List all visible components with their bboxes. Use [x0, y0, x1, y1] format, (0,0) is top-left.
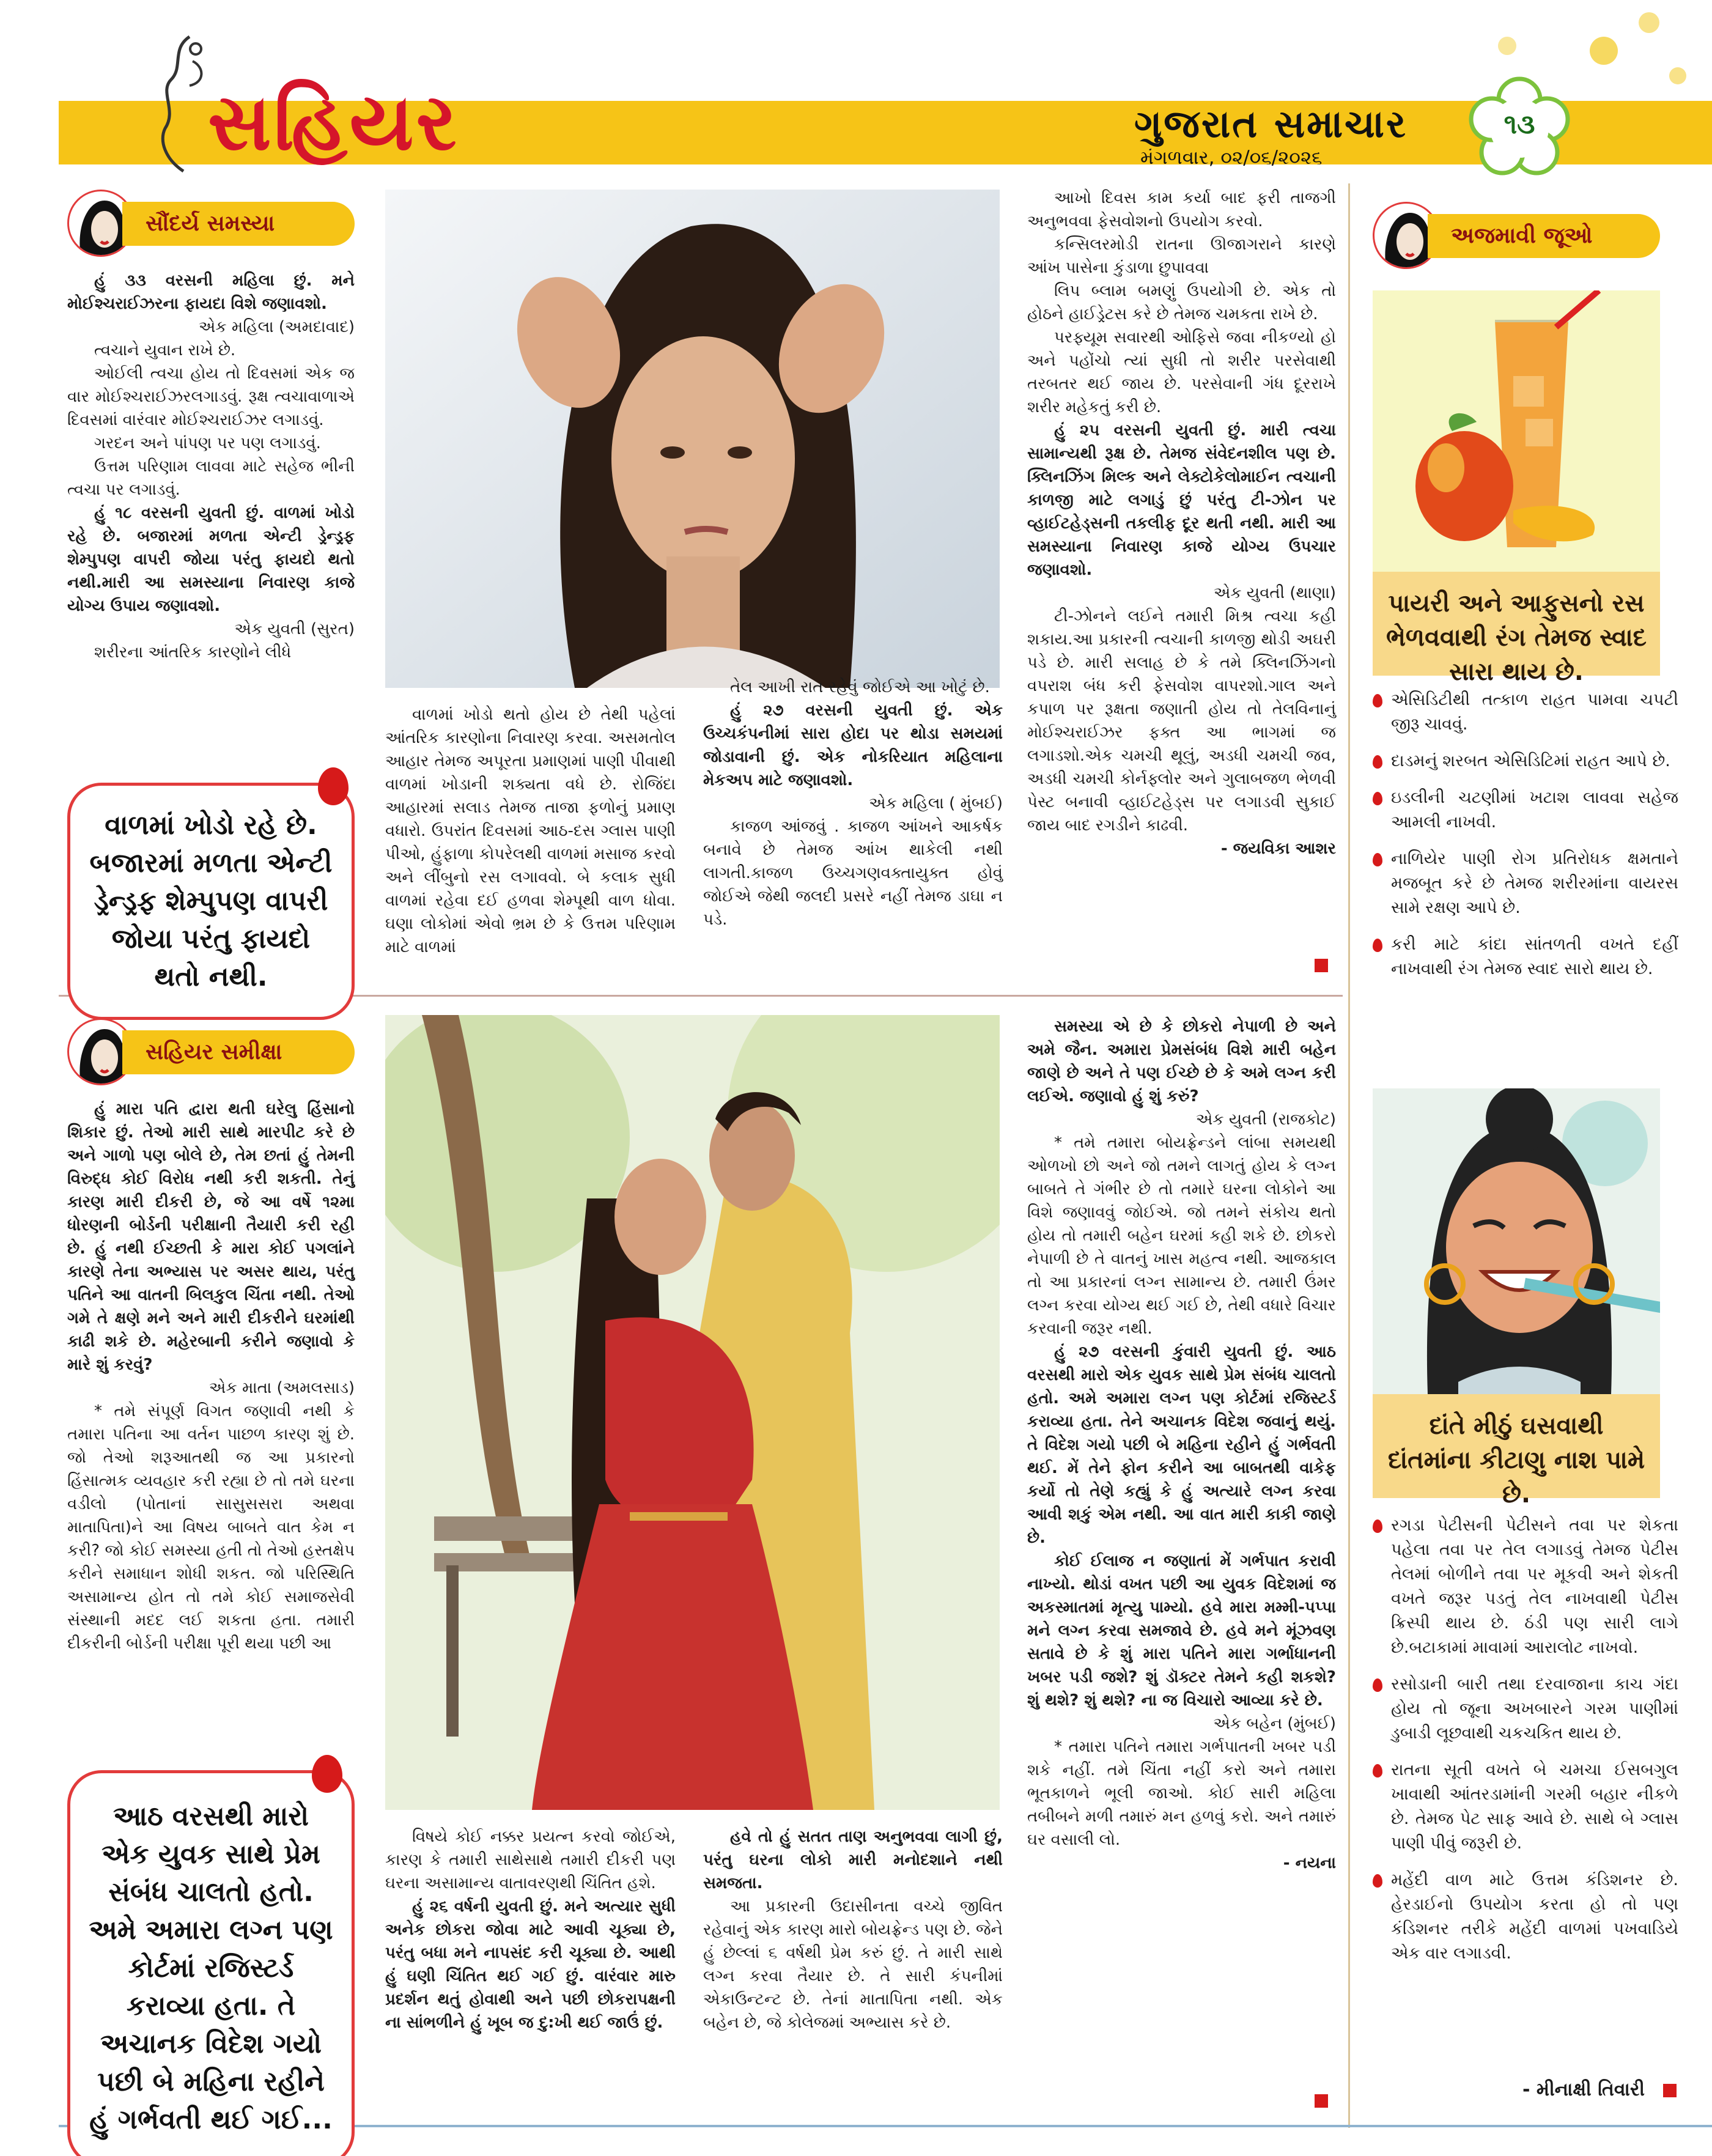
tip-caption-2: દાંતે મીઠું ઘસવાથી દાંતમાંના કીટાણુ નાશ પામે છે. [1373, 1394, 1660, 1498]
section-tag-sidebar [1373, 202, 1660, 269]
reader-question: હું ૨૬ વર્ષની યુવતી છું. મને અત્યાર સુધી અનેક છોકરા જોવા માટે આવી ચૂક્યા છે, પરંતુ બધા મને નાપસંદ કરી ચૂક્યા છે. આથી હું ઘણી ચિંતિત થઈ ગઈ છું. વારંવાર મારુ પ્રદર્શન થતું હોવાથી અને પછી છોકરાપક્ષની ના સાંભળીને હું ખૂબ જ દુ:ખી થઈ જાઉં છું. [385, 1897, 676, 2032]
woman-scalp-photo [385, 190, 1000, 688]
article-paragraph: આ પ્રકારની ઉદાસીનતા વચ્ચે જીવિત રહેવાનું એક કારણ મારો બોયફ્રેન્ડ પણ છે. જેને હું છેલ્લાં ૬ વર્ષથી પ્રેમ કરું છું. તે મારી સાથે લગ્ન કરવા તૈયાર છે. તે સારી કંપનીમાં એકાઉન્ટન્ટ છે. તેનાં માતાપિતા નથી. એક બહેન છે, જે કોલેજમાં અભ્યાસ કરે છે. [703, 1897, 1003, 2032]
brushing-teeth-illustration [1373, 1088, 1660, 1394]
letter-signature: એક મહિલા ( મુંબઈ) [869, 794, 1003, 813]
tip-item: કરી માટે કાંદા સાંતળતી વખતે દહીં નાખવાથી રંગ તેમજ સ્વાદ સારો થાય છે. [1373, 932, 1678, 981]
reader-question: સમસ્યા એ છે કે છોકરો નેપાળી છે અને અમે જૈન. અમારા પ્રેમસંબંધ વિશે મારી બહેન જાણે છે અને તે પણ ઈચ્છે છે કે અમે લગ્ન કરી લઈએ. જણાવો હું શું કરું? [1027, 1017, 1336, 1106]
article-paragraph: કન્સિલરમોડી રાતના ઊજાગરાને કારણે આંખ પાસેના કુંડાળા છુપાવવા [1027, 235, 1336, 277]
article-paragraph: કાજળ આંજવું . કાજળ આંખને આકર્ષક બનાવે છે તેમજ આંખ થાકેલી નથી લાગતી.કાજળ ઉચ્ચગણવક્તાયુક્ત હોવું જોઈએ જેથી જલદી પ્રસરે નહીં તેમજ ડાઘા ન પડે. [703, 818, 1003, 929]
newspaper-name: ગુજરાત સમાચાર [1134, 102, 1408, 146]
article-paragraph: શરીરના આંતરિક કારણોને લીધે [94, 643, 292, 662]
article-end-mark [1663, 2084, 1677, 2097]
tips-list-1 [1373, 688, 1678, 994]
letter-signature: એક યુવતી (સુરત) [234, 620, 355, 638]
page-number: ૧૩ [1504, 109, 1535, 140]
article-paragraph: ટી-ઝોનને લઈને તમારી મિશ્ર ત્વચા કહી શકાય.આ પ્રકારની ત્વચાની કાળજી થોડી અઘરી પડે છે. મારી સલાહ છે કે તમે ક્લિનઝિંગનો વપરાશ બંધ કરી ફેસવોશ વાપરશો.ગાલ અને કપાળ પર રૂક્ષતા જણાતી હોય તો તેલવિનાનું મોઈશ્ચરાઈઝર ફક્ત આ ભાગમાં જ લગાડશો.એક ચમચી થૂલું, અડધી ચમચી જવ, અડધી ચમચી કોર્નફ્લોર અને ગુલાબજળ ભેળવી પેસ્ટ બનાવી વ્હાઈટહેડ્સ પર લગાડવી સુકાઈ જાય બાદ રગડીને કાઢવી. [1027, 607, 1336, 835]
article-paragraph: લિપ બ્લામ બમણું ઉપયોગી છે. એક તો હોઠને હાઈડ્રેટસ કરે છે તેમજ ચમકતા રાખે છે. [1027, 282, 1336, 323]
article-paragraph: તેલ આખી રાત રહેવું જોઈએ આ ખોટું છે. [730, 678, 990, 696]
brand-logo: સહિયર [208, 76, 459, 168]
balloon-icon [318, 767, 349, 805]
article-paragraph: વાળમાં ખોડો થતો હોય છે તેથી પહેલાં આંતરિક કારણોના નિવારણ કરવા. અસમતોલ આહાર તેમજ અપૂરતા પ્રમાણમાં પાણી પીવાથી વાળમાં ખોડાની શક્યતા વધે છે. રોજિંદા આહારમાં સલાડ તેમજ તાજા ફળોનું પ્રમાણ વધારો. ઉપરાંત દિવસમાં આઠ-દસ ગ્લાસ પાણી પીઓ, હુંફાળા કોપરેલથી વાળમાં મસાજ કરવો અને લીંબુનો રસ લગાવવો. બે કલાક સુધી વાળમાં રહેવા દઈ હળવા શેમ્પૂથી વાળ ધોવા. ઘણા લોકોમાં એવો ભ્રમ છે કે ઉત્તમ પરિણામ માટે વાળમાં [385, 706, 676, 956]
review-left-column [67, 1098, 355, 1655]
section-tag-review [67, 1018, 355, 1085]
article-byline: - જયવિકા આશર [1220, 840, 1336, 858]
decorative-flower-icon [1498, 37, 1516, 55]
tip-caption-1: પાયરી અને આફુસનો રસ ભેળવવાથી રંગ તેમજ સ્વાદ સારા થાય છે. [1373, 572, 1660, 676]
sidebar-byline: - મીનાક્ષી તિવારી [1522, 2079, 1645, 2100]
article-paragraph: * તમારા પતિને તમારા ગર્ભપાતની ખબર પડી શકે નહીં. તમે ચિંતા નહીં કરો અને તમારા ભૂતકાળને ભૂલી જાઓ. કોઈ સારી મહિલા તબીબને મળી તમારું મન હળવું કરો. અને તમારું ઘર વસાલી લો. [1027, 1738, 1336, 1849]
page-header [0, 0, 1712, 177]
beauty-middle-column-1 [385, 703, 676, 959]
article-paragraph: ઉત્તમ પરિણામ લાવવા માટે સહેજ ભીની ત્વચા પર લગાડવું. [67, 457, 355, 499]
section-tag-label: અજમાવી જૂઓ [1428, 214, 1660, 258]
section-tag-beauty [67, 190, 355, 257]
article-paragraph: આખો દિવસ કામ કર્યા બાદ ફરી તાજગી અનુભવવા ફેસવોશનો ઉપયોગ કરવો. [1027, 189, 1336, 231]
article-paragraph: * તમે તમારા બોયફ્રેન્ડને લાંબા સમયથી ઓળખો છો અને જો તમને લાગતું હોય કે લગ્ન બાબતે તે ગંભીર છે તો તમારે ઘરના લોકોને આ વિશે જણાવવું જોઈએ. જો તમને સંકોચ થતો હોય તો તમારી બહેન ઘરમાં કહી શકે છે. છોકરો નેપાળી છે તે વાતનું ખાસ મહત્વ નથી. આજકાલ તો આ પ્રકારનાં લગ્ન સામાન્ય છે. તમારી ઉંમર લગ્ન કરવા યોગ્ય થઈ ગઈ છે, તેથી વધારે વિચાર કરવાની જરૂર નથી. [1027, 1134, 1336, 1338]
tip-item: મહેંદી વાળ માટે ઉત્તમ કંડિશનર છે. હેરડાઈનો ઉપયોગ કરતા હો તો પણ કંડિશનર તરીકે મહેંદી વાળમાં પખવાડિયે એક વાર લગાડવી. [1373, 1868, 1678, 1966]
tip-item: ઇડલીની ચટણીમાં ખટાશ લાવવા સહેજ આમલી નાખવી. [1373, 786, 1678, 835]
tips-list-2 [1373, 1513, 1678, 1978]
reader-question: હું ૨૫ વરસની યુવતી છું. મારી ત્વચા સામાન્યથી રૂક્ષ છે. તેમજ સંવેદનશીલ પણ છે. ક્લિનઝિંગ મિલ્ક અને લેક્ટોકેલોમાઈન ત્વચાની કાળજી માટે લગાડું છું પરંતુ ટી-ઝોન પર વ્હાઈટહેડ્સની તકલીફ દૂર થતી નથી. મારી આ સમસ્યાના નિવારણ કાજે યોગ્ય ઉપચાર જણાવશો. [1027, 421, 1336, 579]
letter-signature: એક બહેન (મુંબઈ) [1213, 1715, 1336, 1733]
review-right-column [1027, 1015, 1336, 1875]
article-paragraph: ઓઈલી ત્વચા હોય તો દિવસમાં એક જ વાર મોઈશ્ચરાઈઝરલગાડવું. રૂક્ષ ત્વચાવાળાએ દિવસમાં વારંવાર મોઈશ્ચરાઈઝર લગાડવું. [67, 364, 355, 429]
reader-question: કોઈ ઈલાજ ન જણાતાં મેં ગર્ભપાત કરાવી નાખ્યો. થોડાં વખત પછી આ યુવક વિદેશમાં જ અકસ્માતમાં મૃત્યુ પામ્યો. હવે મારા મમ્મી-પપ્પા મને લગ્ન કરવા સમજાવે છે. હવે મને મૂંઝવણ સતાવે છે કે શું મારા પતિને મારા ગર્ભાધાનની ખબર પડી જશે? શું ડૉક્ટર તેમને કહી શકશે? શું થશે? શું થશે? ના જ વિચારો આવ્યા કરે છે. [1027, 1552, 1336, 1710]
beauty-left-column [67, 269, 355, 664]
reader-question: હવે તો હું સતત તાણ અનુભવવા લાગી છું, પરંતુ ઘરના લોકો મારી મનોદશાને નથી સમજતા. [703, 1828, 1003, 1892]
reader-question: હું ૨૭ વરસની કુંવારી યુવતી છું. આઠ વરસથી મારો એક યુવક સાથે પ્રેમ સંબંધ ચાલતો હતો. અમે અમારા લગ્ન પણ કોર્ટમાં રજિસ્ટર્ડ કરાવ્યા હતા. તેને અચાનક વિદેશ જવાનું થયું. તે વિદેશ ગયો પછી બે મહિના રહીને હું ગર્ભવતી થઈ. મેં તેને ફોન કરીને આ બાબતથી વાકેફ કર્યો તો તેણે કહ્યું કે હું અત્યારે લગ્ન કરવા આવી શકું એમ નથી. આ વાત મારી કાકી જાણે છે. [1027, 1343, 1336, 1547]
letter-signature: એક યુવતી (રાજકોટ) [1195, 1110, 1336, 1129]
decorative-flower-icon [1669, 67, 1686, 84]
reader-question: હું ૨૭ વરસની યુવતી છું. એક ઉચ્ચકંપનીમાં સારા હોદા પર થોડા સમયમાં જોડાવાની છું. એક નોકરિયાત મહિલાના મેકઅપ માટે જણાવશો. [703, 701, 1003, 789]
beauty-right-column [1027, 186, 1336, 860]
mango-juice-illustration [1373, 290, 1660, 572]
review-middle-column-1 [385, 1825, 676, 2034]
balloon-icon [312, 1755, 342, 1793]
article-end-mark [1315, 959, 1328, 972]
decorative-flower-icon [1639, 12, 1659, 33]
tip-item: રસોડાની બારી તથા દરવાજાના કાચ ગંદા હોય તો જૂના અખબારને ગરમ પાણીમાં ડુબાડી લૂછવાથી ચકચકિત થાય છે. [1373, 1672, 1678, 1746]
letter-signature: એક યુવતી (થાણા) [1213, 584, 1336, 602]
article-end-mark [1315, 2094, 1328, 2108]
beauty-middle-column-2 [703, 676, 1003, 931]
letter-signature: એક માતા (અમલસાડ) [208, 1379, 355, 1397]
tip-item: એસિડિટીથી તત્કાળ રાહત પામવા ચપટી જીરૂ ચાવવું. [1373, 688, 1678, 737]
couple-illustration [385, 1015, 1000, 1810]
section-tag-label: સૌંદર્ય સમસ્યા [122, 202, 355, 246]
letter-signature: એક મહિલા (અમદાવાદ) [198, 318, 355, 336]
tip-item: નાળિયેર પાણી રોગ પ્રતિરોધક ક્ષમતાને મજબૂત કરે છે તેમજ શરીરમાંના વાયરસ સામે રક્ષણ આપે છે. [1373, 847, 1678, 920]
decorative-flower-icon [1590, 37, 1618, 65]
brand-swirl-icon [147, 24, 214, 177]
article-paragraph: ત્વચાને યુવાન રાખે છે. [94, 341, 236, 360]
reader-question: હું ૩૩ વરસની મહિલા છું. મને મોઈશ્ચરાઈઝરના ફાયદા વિશે જણાવશો. [67, 271, 355, 313]
reader-question: હું ૧૮ વરસની યુવતી છું. વાળમાં ખોડો રહે છે. બજારમાં મળતા એન્ટી ડ્રેન્ડ્રફ શેમ્પુપણ વાપરી જોયા પરંતુ ફાયદો થતો નથી.મારી આ સમસ્યાના નિવારણ કાજે યોગ્ય ઉપાય જણાવશો. [67, 504, 355, 615]
article-paragraph: વિષયે કોઈ નક્કર પ્રયત્ન કરવો જોઈએ, કારણ કે તમારી સાથેસાથે તમારી દીકરી પણ ઘરના અસામાન્ય વાતાવરણથી ચિંતિત હશે. [385, 1828, 676, 1892]
article-paragraph: * તમે સંપૂર્ણ વિગત જણાવી નથી કે તમારા પતિના આ વર્તન પાછળ કારણ શું છે. જો તેઓ શરૂઆતથી જ આ પ્રકારનો હિંસાત્મક વ્યવહાર કરી રહ્યા છે તો તમે ઘરના વડીલો (પોતાનાં સાસુસસરા અથવા માતાપિતા)ને આ વિષય બાબતે વાત કેમ ન કરી? જો કોઈ સમસ્યા હતી તો તેઓ હસ્તક્ષેપ કરીને સમાધાન શોધી શકત. જો પરિસ્થિતિ અસામાન્ય હોત તો તમે કોઈ સમાજસેવી સંસ્થાની મદદ લઈ શકતા હતા. તમારી દીકરીની બોર્ડની પરીક્ષા પૂરી થયા પછી આ [67, 1402, 355, 1653]
article-paragraph: ગરદન અને પાંપણ પર પણ લગાડવું. [94, 434, 321, 452]
issue-date: મંગળવાર, ૦૨/૦૬/૨૦૨૬ [1140, 147, 1323, 169]
tip-item: રગડા પેટીસની પેટીસને તવા પર શેકતા પહેલા તવા પર તેલ લગાડવું તેમજ પેટીસ તેલમાં બોળીને તવા પર મૂકવી અને શેકતી વખતે જરૂર પડતું તેલ નાખવાથી પેટીસ ક્રિસ્પી થાય છે. ઠંડી પણ સારી લાગે છે.બટાકામાં માવામાં આરાલોટ નાખવો. [1373, 1513, 1678, 1660]
review-middle-column-2 [703, 1825, 1003, 2034]
tip-item: રાતના સૂતી વખતે બે ચમચા ઈસબગુલ ખાવાથી આંતરડામાંની ગરમી બહાર નીકળે છે. તેમજ પેટ સાફ આવે છે. સાથે બે ગ્લાસ પાણી પીવું જરૂરી છે. [1373, 1758, 1678, 1856]
article-byline: - નયના [1283, 1854, 1336, 1872]
tip-item: દાડમનું શરબત એસિડિટિમાં રાહત આપે છે. [1373, 749, 1678, 773]
review-pull-quote: આઠ વરસથી મારો એક યુવક સાથે પ્રેમ સંબંધ ચાલતો હતો. અમે અમારા લગ્ન પણ કોર્ટમાં રજિસ્ટર્ડ કરાવ્યા હતા. તે અચાનક વિદેશ ગયો પછી બે મહિના રહીને હું ગર્ભવતી થઈ ગઈ... [67, 1770, 355, 2156]
article-paragraph: પરફ્યૂમ સવારથી ઓફિસે જવા નીકળ્યો હો અને પહોંચો ત્યાં સુધી તો શરીર પરસેવાથી તરબતર થઈ જાય છે. પરસેવાની ગંધ દૂરરાખે શરીર મહેકતું કરી છે. [1027, 328, 1336, 416]
reader-question: હું મારા પતિ દ્વારા થતી ઘરેલુ હિંસાનો શિકાર છું. તેઓ મારી સાથે મારપીટ કરે છે અને ગાળો પણ બોલે છે, તેમ છતાં હું તેમની વિરુદ્ધ કોઈ વિરોધ નથી કરી શકતી. તેનું કારણ મારી દીકરી છે, જે આ વર્ષે ૧૨મા ધોરણની બોર્ડની પરીક્ષાની તૈયારી કરી રહી છે. હું નથી ઈચ્છતી કે મારા કોઈ પગલાંને કારણે તેના અભ્યાસ પર અસર થાય, પરંતુ પતિને આ વાતની બિલકુલ ચિંતા નથી. તેઓ ગમે તે ક્ષણે મને અને મારી દીકરીને ઘરમાંથી કાઢી શકે છે. મહેરબાની કરીને જણાવો કે મારે શું કરવું? [67, 1100, 355, 1374]
column-rule [1348, 183, 1350, 2128]
beauty-pull-quote: વાળમાં ખોડો રહે છે. બજારમાં મળતા એન્ટી ડ્રેન્ડ્રફ શેમ્પુપણ વાપરી જોયા પરંતુ ફાયદો થતો નથી. [67, 783, 355, 1020]
section-tag-label: સહિયર સમીક્ષા [122, 1030, 355, 1074]
